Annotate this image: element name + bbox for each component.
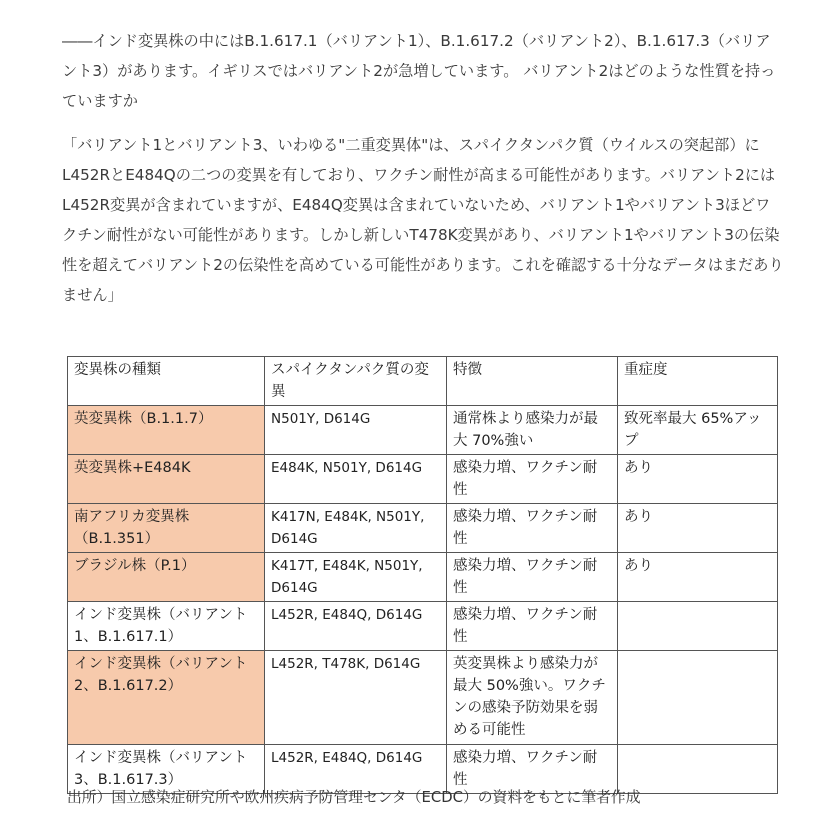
table-row bbox=[68, 651, 778, 745]
severity-cell: あり bbox=[618, 455, 778, 504]
table-header-row bbox=[68, 357, 778, 406]
severity-cell bbox=[618, 745, 778, 794]
source-note: 出所）国立感染症研究所や欧州疾病予防管理センタ（ECDC）の資料をもとに筆者作成 bbox=[67, 789, 641, 806]
mutations-cell: E484K, N501Y, D614G bbox=[265, 455, 447, 504]
features-cell: 通常株より感染力が最大 70%強い bbox=[447, 406, 618, 455]
features-cell: 感染力増、ワクチン耐性 bbox=[447, 455, 618, 504]
header-variant-type: 変異株の種類 bbox=[68, 357, 265, 406]
features-cell: 感染力増、ワクチン耐性 bbox=[447, 602, 618, 651]
table-row bbox=[68, 602, 778, 651]
severity-cell: あり bbox=[618, 504, 778, 553]
variant-type-cell: ブラジル株（P.1） bbox=[68, 553, 265, 602]
severity-cell: 致死率最大 65%アップ bbox=[618, 406, 778, 455]
header-spike-mutations: スパイクタンパク質の変異 bbox=[265, 357, 447, 406]
variant-type-cell: インド変異株（バリアント 2、B.1.617.2） bbox=[68, 651, 265, 745]
variant-type-cell: インド変異株（バリアント 1、B.1.617.1） bbox=[68, 602, 265, 651]
features-cell: 感染力増、ワクチン耐性 bbox=[447, 745, 618, 794]
mutations-cell: K417T, E484K, N501Y, D614G bbox=[265, 553, 447, 602]
interview-answer: 「バリアント1とバリアント3、いわゆる"二重変異体"は、スパイクタンパク質（ウイルスの突起部）にL452RとE484Qの二つの変異を有しており、ワクチン耐性が高まる可能性があります。バリアント2にはL452R変異が含まれていますが、E484Q変異は含まれていないため、バリアント1やバリアント3ほどワクチン耐性がない可能性があります。しかし新しいT478K変異があり、バリアント1やバリアント3の伝染性を超えてバリアント2の伝染性を高めている可能性があります。これを確認する十分なデータはまだありません」 bbox=[62, 136, 784, 304]
variant-type-cell: 英変異株+E484K bbox=[68, 455, 265, 504]
features-cell: 感染力増、ワクチン耐性 bbox=[447, 553, 618, 602]
severity-cell bbox=[618, 651, 778, 745]
features-cell: 感染力増、ワクチン耐性 bbox=[447, 504, 618, 553]
mutations-cell: K417N, E484K, N501Y, D614G bbox=[265, 504, 447, 553]
variant-type-cell: 英変異株（B.1.1.7） bbox=[68, 406, 265, 455]
variant-type-cell: インド変異株（バリアント 3、B.1.617.3） bbox=[68, 745, 265, 794]
variant-table bbox=[67, 356, 778, 794]
table-row bbox=[68, 553, 778, 602]
mutations-cell: N501Y, D614G bbox=[265, 406, 447, 455]
interview-question: ――インド変異株の中にはB.1.617.1（バリアント1）、B.1.617.2（バリアント2）、B.1.617.3（バリアント3）があります。イギリスではバリアント2が急増しています。 バリアント2はどのような性質を持っていますか bbox=[62, 32, 776, 110]
severity-cell bbox=[618, 602, 778, 651]
severity-cell: あり bbox=[618, 553, 778, 602]
table-row bbox=[68, 504, 778, 553]
header-features: 特徴 bbox=[447, 357, 618, 406]
table-row bbox=[68, 406, 778, 455]
mutations-cell: L452R, E484Q, D614G bbox=[265, 602, 447, 651]
header-severity: 重症度 bbox=[618, 357, 778, 406]
features-cell: 英変異株より感染力が最大 50%強い。ワクチンの感染予防効果を弱める可能性 bbox=[447, 651, 618, 745]
mutations-cell: L452R, T478K, D614G bbox=[265, 651, 447, 745]
variant-type-cell: 南アフリカ変異株（B.1.351） bbox=[68, 504, 265, 553]
mutations-cell: L452R, E484Q, D614G bbox=[265, 745, 447, 794]
table-row bbox=[68, 455, 778, 504]
